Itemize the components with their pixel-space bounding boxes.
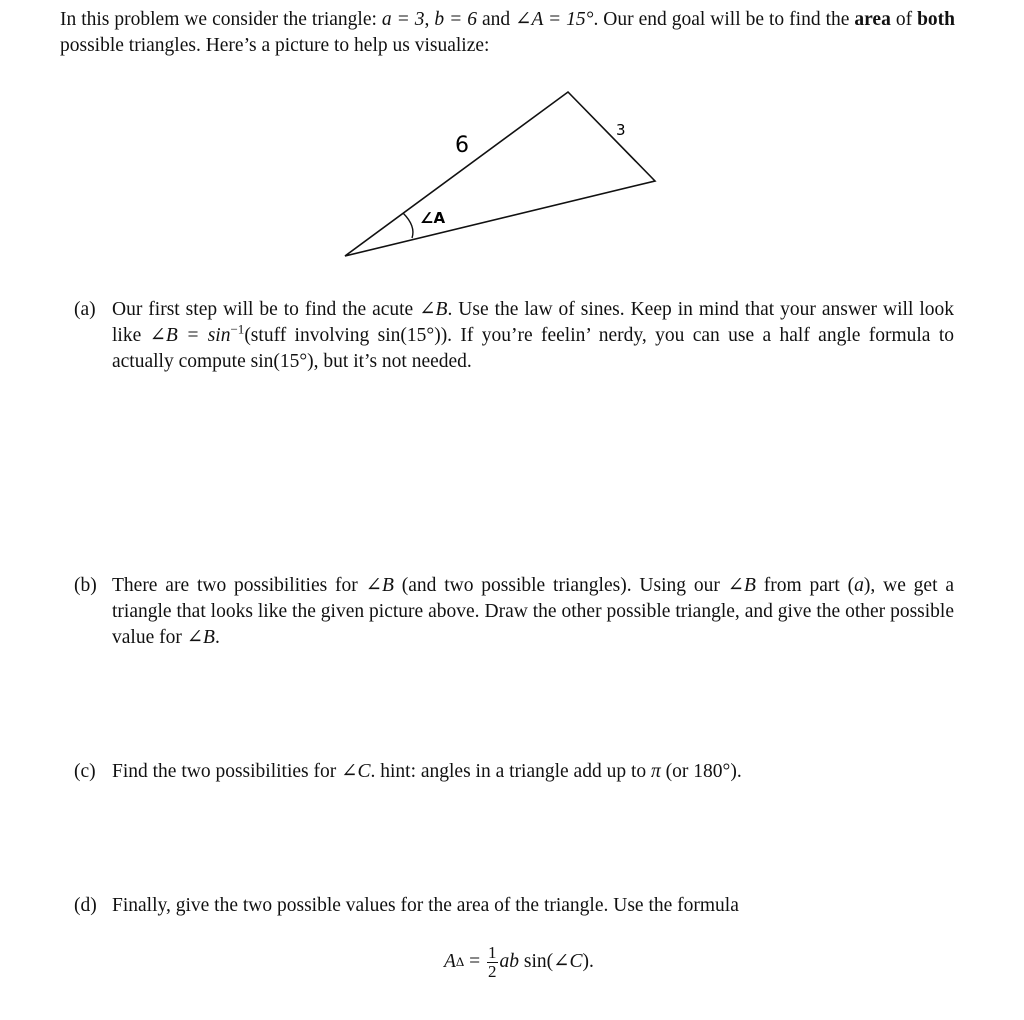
angle-c: ∠C bbox=[341, 761, 371, 782]
side-b-value: b = 6 bbox=[434, 9, 477, 30]
part-b-text bbox=[112, 573, 954, 651]
side-b-label: 6 bbox=[455, 133, 469, 158]
part-a-text bbox=[112, 297, 954, 375]
part-c bbox=[74, 759, 954, 785]
fraction-numerator: 1 bbox=[488, 942, 497, 962]
part-b-segment: There are two possibilities for bbox=[112, 575, 366, 596]
part-d-label: (d) bbox=[74, 895, 97, 916]
angle-b: ∠B bbox=[365, 575, 394, 596]
part-a-segment: Our first step will be to find the acute bbox=[112, 299, 420, 320]
part-b-segment: from part ( bbox=[755, 575, 855, 596]
angle-a-arc bbox=[403, 213, 413, 238]
angle-b: ∠B bbox=[727, 575, 756, 596]
intro-paragraph: In this problem we consider the triangle: a = 3, b = 6 and ∠A = 15°. Our end goal will be to find the area of both possible triangles. Here’s a picture to help us visualize: bbox=[60, 9, 955, 56]
pi-symbol: π bbox=[651, 761, 661, 782]
formula-fraction bbox=[487, 944, 498, 981]
part-a-segment: (stuff involving sin(15°)). If you’re feelin’ nerdy, you can use a half angle formula to actually compute sin(15°), but it’s not needed. bbox=[112, 325, 954, 372]
fraction-denominator: 2 bbox=[488, 961, 497, 981]
angle-a-value: ∠A = 15° bbox=[515, 9, 594, 30]
area-formula: A Δ = $\frac{1}{2}$ ab sin( ∠C ). bbox=[444, 942, 594, 981]
arcsin-expression: ∠B = sin bbox=[149, 325, 231, 346]
part-reference: a bbox=[854, 575, 864, 596]
formula-variables: ab bbox=[499, 951, 520, 972]
formula-lhs: A bbox=[444, 951, 456, 972]
side-a-label: 3 bbox=[616, 121, 626, 139]
part-c-segment: . hint: angles in a triangle add up to bbox=[370, 761, 652, 782]
part-b-segment: ), we get a triangle that looks like the given picture above. Draw the other possible triangle, and give the other possible value for bbox=[112, 575, 954, 648]
part-c-label: (c) bbox=[74, 761, 96, 782]
part-b-label: (b) bbox=[74, 575, 97, 596]
part-a-segment: . Use the law of sines. Keep in mind that your answer will look like bbox=[112, 299, 954, 346]
bold-both: both bbox=[917, 9, 955, 30]
part-b-segment: (and two possible triangles). Using our bbox=[393, 575, 728, 596]
inverse-exponent: −1 bbox=[230, 321, 245, 337]
part-c-segment: Find the two possibilities for bbox=[112, 761, 342, 782]
angle-b: ∠B bbox=[186, 627, 215, 648]
intro-text: of bbox=[890, 9, 918, 30]
intro-text: possible triangles. Here’s a picture to help us visualize: bbox=[60, 35, 490, 56]
triangle-shape bbox=[345, 92, 655, 256]
part-c-segment: (or 180°). bbox=[660, 761, 742, 782]
intro-text: In this problem we consider the triangle: bbox=[60, 9, 382, 30]
part-a bbox=[74, 297, 954, 375]
angle-a-label: ∠A bbox=[420, 209, 446, 227]
bold-area: area bbox=[854, 9, 891, 30]
part-d bbox=[74, 893, 954, 919]
part-b-segment: . bbox=[214, 627, 220, 648]
intro-text: and bbox=[477, 9, 516, 30]
angle-b: ∠B bbox=[419, 299, 448, 320]
formula-angle-c: ∠C bbox=[553, 951, 583, 972]
triangle-figure bbox=[330, 80, 670, 270]
part-d-text: Finally, give the two possible values for the area of the triangle. Use the formula bbox=[112, 895, 739, 916]
intro-text: . Our end goal will be to find the bbox=[593, 9, 855, 30]
formula-equals: = bbox=[464, 951, 486, 972]
side-a-value: a = 3 bbox=[381, 9, 425, 30]
part-b bbox=[74, 573, 954, 651]
part-a-label: (a) bbox=[74, 299, 96, 320]
formula-close: ). bbox=[582, 951, 594, 972]
formula-sine: sin( bbox=[519, 951, 554, 972]
part-c-text bbox=[112, 759, 954, 785]
